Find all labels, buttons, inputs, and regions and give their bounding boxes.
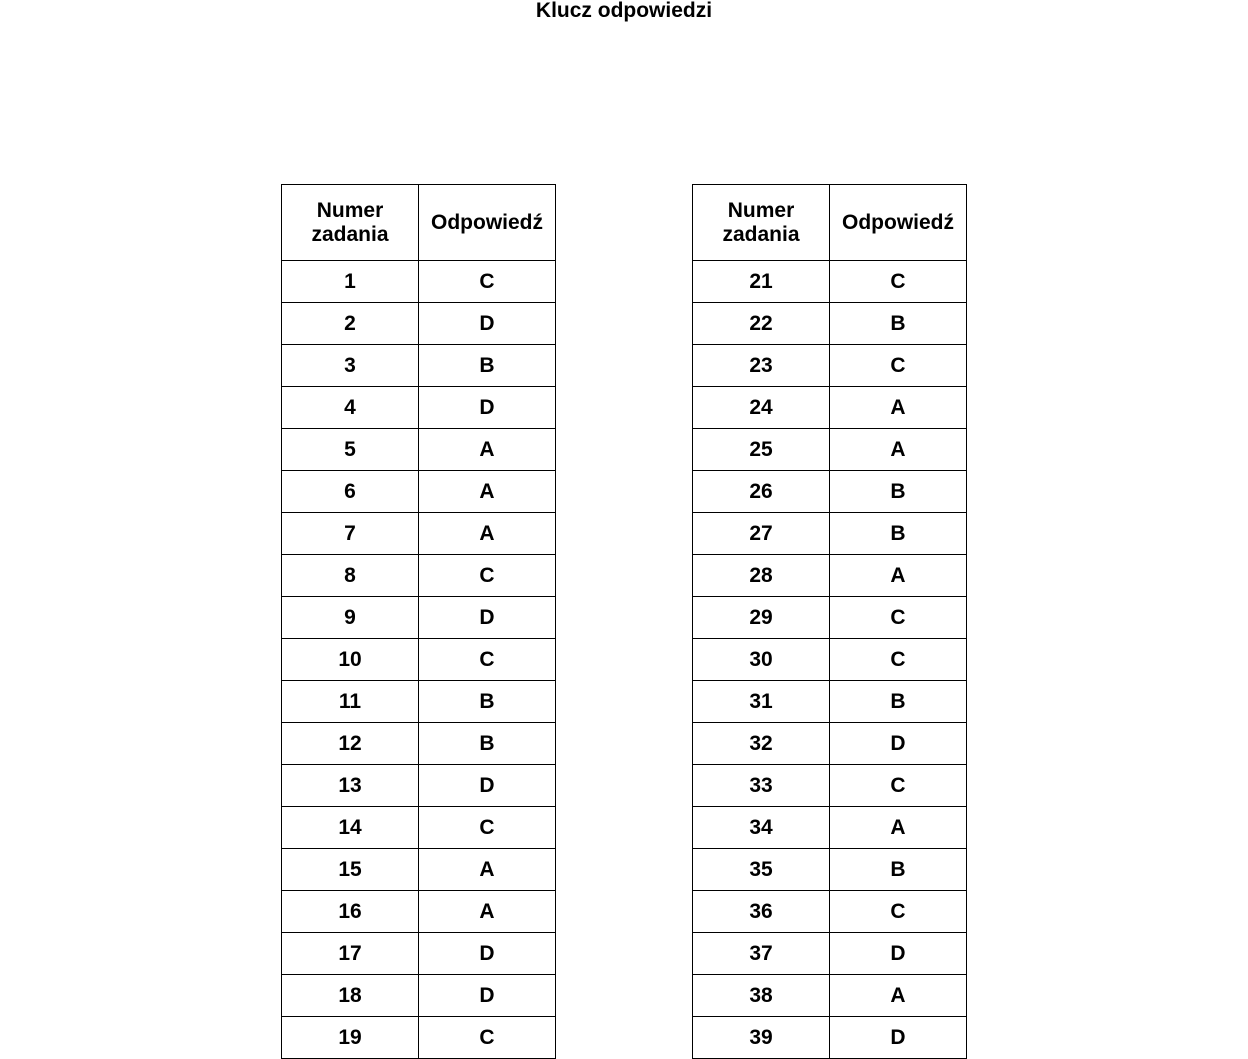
- task-number-cell: 22: [693, 303, 830, 345]
- table-row: [282, 933, 556, 975]
- answer-cell: B: [419, 681, 556, 723]
- task-number-cell: 2: [282, 303, 419, 345]
- table-row: [282, 849, 556, 891]
- table-row: [282, 555, 556, 597]
- table-row: [282, 387, 556, 429]
- task-number-cell: 11: [282, 681, 419, 723]
- answer-cell: C: [830, 891, 967, 933]
- table-row: [693, 429, 967, 471]
- answer-cell: B: [830, 513, 967, 555]
- task-number-cell: 29: [693, 597, 830, 639]
- answer-cell: D: [419, 975, 556, 1017]
- answer-cell: D: [830, 1017, 967, 1059]
- task-number-cell: 3: [282, 345, 419, 387]
- table-row: [282, 345, 556, 387]
- table-row: [282, 639, 556, 681]
- task-number-cell: 14: [282, 807, 419, 849]
- answer-cell: D: [419, 765, 556, 807]
- table-row: [282, 807, 556, 849]
- task-number-cell: 39: [693, 1017, 830, 1059]
- answer-cell: B: [830, 303, 967, 345]
- task-number-cell: 21: [693, 261, 830, 303]
- task-number-cell: 26: [693, 471, 830, 513]
- answer-cell: A: [830, 429, 967, 471]
- task-number-cell: 10: [282, 639, 419, 681]
- answer-cell: B: [830, 849, 967, 891]
- table-row: [282, 723, 556, 765]
- table-row: [282, 513, 556, 555]
- answer-cell: C: [419, 555, 556, 597]
- table-row: [282, 1017, 556, 1059]
- task-number-cell: 16: [282, 891, 419, 933]
- answer-cell: A: [830, 807, 967, 849]
- answer-cell: B: [830, 681, 967, 723]
- task-number-cell: 1: [282, 261, 419, 303]
- table-row: [693, 303, 967, 345]
- task-number-cell: 15: [282, 849, 419, 891]
- answer-cell: C: [419, 639, 556, 681]
- table-row: [693, 807, 967, 849]
- answer-cell: C: [419, 1017, 556, 1059]
- table-row: [693, 261, 967, 303]
- answer-cell: D: [830, 723, 967, 765]
- table-row: [282, 975, 556, 1017]
- table-row: [693, 1017, 967, 1059]
- task-number-cell: 4: [282, 387, 419, 429]
- table-header-row: [282, 185, 556, 261]
- task-number-cell: 36: [693, 891, 830, 933]
- answer-key-table-left: [281, 184, 556, 1059]
- table-row: [693, 513, 967, 555]
- table-row: [693, 555, 967, 597]
- task-number-cell: 17: [282, 933, 419, 975]
- answer-cell: A: [830, 975, 967, 1017]
- table-row: [282, 429, 556, 471]
- table-row: [693, 975, 967, 1017]
- answer-cell: B: [830, 471, 967, 513]
- table-row: [282, 891, 556, 933]
- task-number-cell: 9: [282, 597, 419, 639]
- answer-cell: D: [419, 933, 556, 975]
- task-number-cell: 13: [282, 765, 419, 807]
- answer-cell: D: [830, 933, 967, 975]
- task-number-cell: 6: [282, 471, 419, 513]
- task-number-cell: 31: [693, 681, 830, 723]
- table-row: [282, 597, 556, 639]
- table-row: [282, 303, 556, 345]
- table-row: [693, 597, 967, 639]
- answer-cell: C: [830, 597, 967, 639]
- task-number-cell: 34: [693, 807, 830, 849]
- table-row: [693, 849, 967, 891]
- answer-cell: A: [419, 891, 556, 933]
- answer-cell: A: [419, 513, 556, 555]
- task-number-cell: 38: [693, 975, 830, 1017]
- answer-cell: C: [830, 261, 967, 303]
- table-row: [693, 681, 967, 723]
- task-number-cell: 37: [693, 933, 830, 975]
- answer-cell: C: [419, 261, 556, 303]
- task-number-cell: 32: [693, 723, 830, 765]
- task-number-cell: 8: [282, 555, 419, 597]
- table-row: [693, 345, 967, 387]
- answer-cell: A: [830, 387, 967, 429]
- page-title: Klucz odpowiedzi: [535, 0, 713, 22]
- answer-cell: A: [830, 555, 967, 597]
- table-row: [693, 639, 967, 681]
- task-number-cell: 18: [282, 975, 419, 1017]
- answer-cell: D: [419, 387, 556, 429]
- answer-cell: D: [419, 303, 556, 345]
- table-row: [693, 933, 967, 975]
- task-number-cell: 25: [693, 429, 830, 471]
- table-row: [693, 891, 967, 933]
- header-task-number: Numer zadania: [282, 185, 419, 261]
- task-number-cell: 33: [693, 765, 830, 807]
- table-row: [693, 765, 967, 807]
- header-answer: Odpowiedź: [419, 185, 556, 261]
- answer-cell: C: [830, 345, 967, 387]
- task-number-cell: 23: [693, 345, 830, 387]
- table-row: [693, 471, 967, 513]
- table-row: [282, 765, 556, 807]
- task-number-cell: 5: [282, 429, 419, 471]
- answer-cell: A: [419, 471, 556, 513]
- header-answer: Odpowiedź: [830, 185, 967, 261]
- table-row: [282, 471, 556, 513]
- answer-cell: C: [419, 807, 556, 849]
- table-row: [282, 681, 556, 723]
- answer-cell: C: [830, 639, 967, 681]
- answer-cell: B: [419, 723, 556, 765]
- table-row: [282, 261, 556, 303]
- table-row: [693, 387, 967, 429]
- task-number-cell: 19: [282, 1017, 419, 1059]
- table-row: [693, 723, 967, 765]
- table-header-row: [693, 185, 967, 261]
- answer-cell: A: [419, 849, 556, 891]
- answer-cell: D: [419, 597, 556, 639]
- answer-cell: C: [830, 765, 967, 807]
- answer-key-table-right: [692, 184, 967, 1059]
- task-number-cell: 27: [693, 513, 830, 555]
- task-number-cell: 24: [693, 387, 830, 429]
- task-number-cell: 12: [282, 723, 419, 765]
- task-number-cell: 35: [693, 849, 830, 891]
- answer-cell: A: [419, 429, 556, 471]
- task-number-cell: 28: [693, 555, 830, 597]
- task-number-cell: 7: [282, 513, 419, 555]
- header-task-number: Numer zadania: [693, 185, 830, 261]
- answer-cell: B: [419, 345, 556, 387]
- task-number-cell: 30: [693, 639, 830, 681]
